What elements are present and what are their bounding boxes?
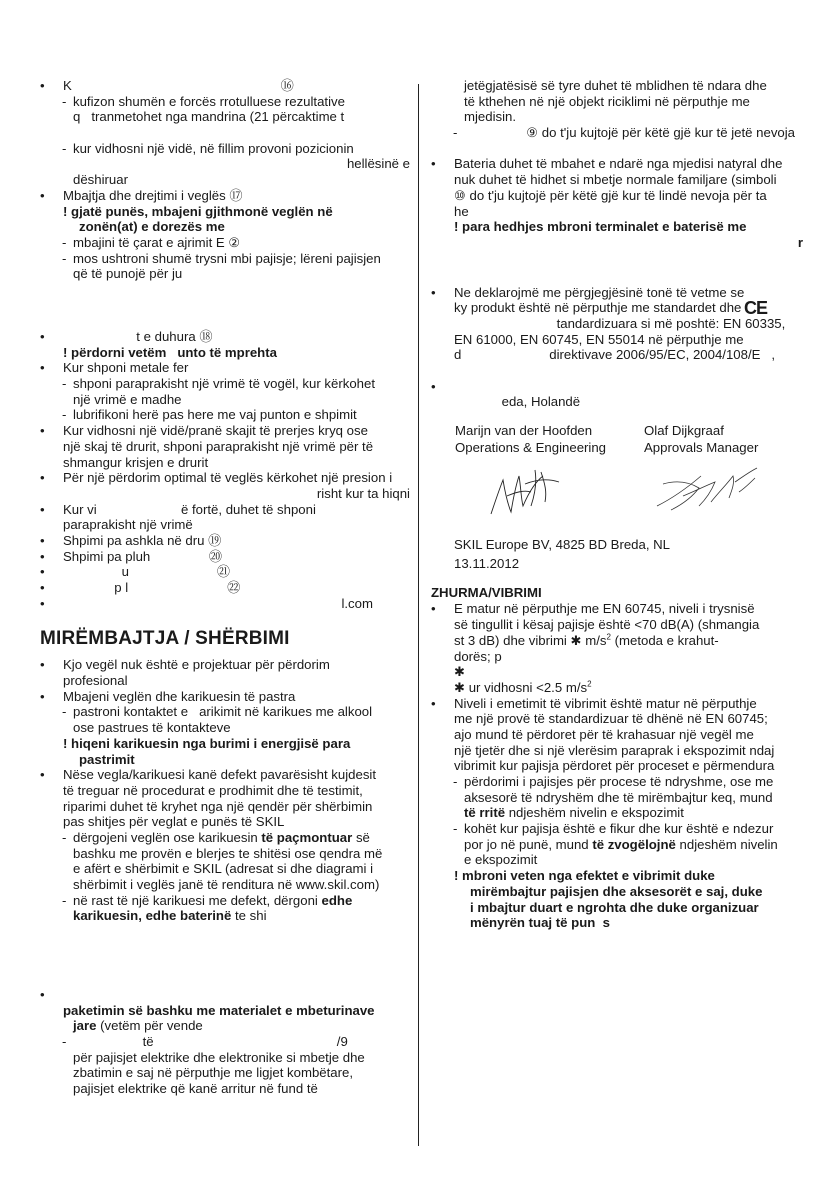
signatory-1-role: Operations & Engineering <box>455 440 607 456</box>
continuation-line <box>40 392 410 408</box>
line-text: shponi paraprakisht një vrimë të vogël, kur kërkohet <box>73 376 375 392</box>
line-text: ose pastrues të kontakteve <box>73 720 231 736</box>
line-text: ⑨ do t'ju kujtojë për këtë gjë kur të jetë nevoja <box>464 125 796 141</box>
continuation-line <box>431 347 803 363</box>
spacer <box>40 313 410 329</box>
continuation-line <box>431 78 803 94</box>
superscript: 2 <box>587 679 592 689</box>
line-text: pastroni kontaktet e arikimit në karikues me alkool <box>73 704 373 720</box>
bullet-item <box>431 696 803 712</box>
continuation-line <box>40 486 410 502</box>
text-part: së <box>352 829 370 845</box>
column-divider <box>418 84 419 1146</box>
line-text: q tranmetohet nga mandrina (21 përcaktime t <box>73 109 345 125</box>
line-text: Për një përdorim optimal të veglës kërkohet një presion i <box>63 470 393 486</box>
declaration-date: 13.11.2012 <box>454 555 520 571</box>
text-part: dërgojeni veglën ose karikuesin <box>73 829 262 845</box>
signature-2-image <box>653 462 763 518</box>
text-part: në rast të një karikuesi me defekt, dërgoni <box>73 892 322 908</box>
signatories <box>455 422 803 530</box>
emphasis-text: të paçmontuar <box>261 829 353 845</box>
line-text: që të punojë për ju <box>73 266 183 282</box>
continuation-line <box>431 235 803 251</box>
continuation-line <box>40 455 410 471</box>
line-text: Kur vi ë fortë, duhet të shponi <box>63 501 316 517</box>
continuation-line <box>40 1065 410 1081</box>
superscript: 2 <box>606 632 611 642</box>
line-text: dëshiruar <box>73 172 128 188</box>
bullet-item <box>40 596 410 612</box>
line-text: shërbimit i veglës janë të renditura në www.skil.com) <box>73 877 380 892</box>
emphasis-text: karikuesin, edhe baterinë <box>73 908 232 924</box>
line-text: E matur në përputhje me EN 60745, niveli i trysnisë <box>454 601 755 617</box>
signatory-1-name: Marijn van der Hoofden <box>455 423 593 439</box>
line-text: K ⑯ <box>63 78 294 93</box>
emphasis-text: të rritë <box>464 805 506 821</box>
dash-item <box>431 821 803 837</box>
continuation-line <box>431 790 803 806</box>
dash-item <box>40 407 410 423</box>
continuation-line <box>40 1050 410 1066</box>
bullet-item <box>40 502 410 518</box>
continuation-line <box>431 633 803 649</box>
text-part: (metoda e krahut- <box>610 632 719 648</box>
line-text: mbajini të çarat e ajrimit E ② <box>73 234 241 250</box>
line-text: zonën(at) e dorezës me <box>79 219 225 235</box>
continuation-line <box>40 846 410 862</box>
emphasis-text: të zvogëlojnë <box>592 836 676 852</box>
warning-line <box>431 915 803 931</box>
noise-section <box>431 601 803 930</box>
line-text: hellësinë e <box>346 156 410 172</box>
line-text: pastrimit <box>79 751 135 767</box>
line-text: të /9 <box>73 1033 348 1049</box>
dash-item <box>40 830 410 846</box>
line-text: e ekspozimit <box>464 852 538 868</box>
text-part: ndjeshëm nivelin <box>675 836 778 852</box>
text-part: st 3 dB) dhe vibrimi ✱ m/s <box>454 632 607 648</box>
line-text: dorës; p <box>454 648 502 664</box>
line-text: një tjetër dhe si një vlerësim paraprak i ekspozimit ndaj <box>454 742 775 758</box>
ce-mark: CE <box>744 298 768 318</box>
line-text: jetëgjatësisë së tyre duhet të mblidhen të ndara dhe <box>464 78 767 93</box>
dash-item <box>40 704 410 720</box>
spacer <box>40 940 410 956</box>
left-bottom-section <box>40 657 410 1096</box>
line-text: t e duhura ⑱ <box>63 329 213 344</box>
line-text: Kur shponi metale fer <box>63 360 189 376</box>
bullet-item <box>431 601 803 617</box>
spacer <box>40 125 410 141</box>
continuation-line <box>431 664 803 680</box>
bullet-item <box>40 987 410 1003</box>
continuation-line <box>431 758 803 774</box>
left-column <box>40 78 410 1097</box>
continuation-line <box>431 109 803 125</box>
continuation-line <box>431 680 803 696</box>
text-part: ✱ ur vidhosni <2.5 m/s <box>454 679 588 695</box>
line-text: pajisjet elektrike që kanë arritur në fund të <box>73 1080 318 1096</box>
warning-line <box>40 204 410 220</box>
warning-line <box>431 900 803 916</box>
continuation-line <box>40 439 410 455</box>
line-text: ! mbroni veten nga efektet e vibrimit duke <box>454 868 715 884</box>
line-text: Shpimi pa pluh ⑳ <box>63 548 223 564</box>
line-text: eda, Holandë <box>454 394 581 410</box>
warning-line <box>40 345 410 361</box>
dash-item <box>40 251 410 267</box>
bullet-item <box>40 533 410 549</box>
line-text: Mbajtja dhe drejtimi i veglës ⑰ <box>63 187 243 203</box>
line-text: me një provë të standardizuar të dhënë në EN 60745; <box>454 711 768 727</box>
continuation-line <box>40 1003 410 1019</box>
line-text: vibrimit kur pajisja përdoret për proceset e përmendura <box>454 758 775 774</box>
line-text: mos ushtroni shumë trysni mbi pajisje; lëreni pajisjen <box>73 250 381 266</box>
line-text: të kthehen në një objekt riciklimi në përputhje me <box>464 93 750 109</box>
spacer <box>40 282 410 298</box>
spacer <box>40 971 410 987</box>
line-text: EN 61000, EN 60745, EN 55014 në përputhje me <box>454 331 744 347</box>
continuation-line <box>431 188 803 204</box>
line-text: Ne deklarojmë me përgjegjësinë tonë të vetme se <box>454 284 745 300</box>
line-text: ajo mund të përdoret për të krahasuar një vegël me <box>454 726 754 742</box>
continuation-line <box>431 805 803 821</box>
emphasis-text: jare <box>73 1018 97 1034</box>
bullet-item <box>40 470 410 486</box>
dash-item <box>40 1034 410 1050</box>
continuation-line <box>40 783 410 799</box>
bullet-item <box>40 580 410 596</box>
maintenance-heading: MIRËMBAJTJA / SHËRBIMI <box>40 628 290 650</box>
dash-item <box>40 376 410 392</box>
spacer <box>40 924 410 940</box>
spacer <box>431 363 803 379</box>
emphasis-text: edhe <box>321 892 353 908</box>
signatory-2-role: Approvals Manager <box>644 440 759 456</box>
line-text: shmangur krisjen e drurit <box>63 454 209 470</box>
noise-heading: ZHURMA/VIBRIMI <box>431 585 542 601</box>
bullet-item <box>40 188 410 204</box>
line-text: mirëmbajtur pajisjen dhe aksesorët e saj, duke <box>470 883 763 899</box>
bullet-item <box>40 360 410 376</box>
line-text: një skaj të drurit, shponi paraprakisht një vrimë për të <box>63 438 374 454</box>
text-part: por jo në punë, mund <box>464 836 593 852</box>
spacer <box>431 141 803 157</box>
line-text: mjedisin. <box>464 109 517 125</box>
line-text: nuk duhet të hidhet si mbetje normale familjare (simboli <box>454 172 777 188</box>
line-text: paraprakisht një vrimë <box>63 517 193 533</box>
continuation-line <box>40 517 410 533</box>
line-text: he <box>454 203 469 219</box>
continuation-line <box>431 172 803 188</box>
line-text: mënyrën tuaj të pun s <box>470 915 610 931</box>
continuation-line <box>40 1018 410 1034</box>
line-text: r <box>797 234 803 250</box>
line-text: ky produkt është në përputhje me standardet dhe <box>454 300 742 316</box>
spacer <box>40 955 410 971</box>
line-text: së tingullit i kësaj pajisje është <70 dB(A) (shmangia <box>454 617 760 633</box>
line-text: profesional <box>63 673 128 689</box>
continuation-line <box>40 877 410 893</box>
continuation-line <box>40 172 410 188</box>
line-text: ! gjatë punës, mbajeni gjithmonë veglën në <box>63 203 333 219</box>
line-text: kur vidhosni një vidë, në fillim provoni pozicionin <box>73 140 354 156</box>
continuation-line <box>40 720 410 736</box>
line-text: pas shitjes për veglat e punës të SKIL <box>63 814 285 830</box>
line-text: l.com <box>63 595 373 611</box>
line-text: e afërt e shërbimit e SKIL (adresat si dhe diagrami i <box>73 861 374 877</box>
line-text: përdorimi i pajisjes për procese të ndryshme, ose me <box>464 774 774 789</box>
text-part: te shi <box>231 908 267 924</box>
dash-item <box>40 94 410 110</box>
warning-line <box>40 752 410 768</box>
continuation-line <box>431 727 803 743</box>
text-part: (vetëm për vende <box>96 1018 203 1034</box>
line-text: Kur vidhosni një vidë/pranë skajit të prerjes kryq ose <box>63 423 368 439</box>
continuation-line <box>431 711 803 727</box>
bullet-item <box>40 549 410 565</box>
right-column <box>431 78 803 931</box>
dash-item <box>431 774 803 790</box>
left-top-section <box>40 78 410 611</box>
line-text: Niveli i emetimit të vibrimit është matur në përputhje <box>454 695 757 711</box>
dash-item <box>40 141 410 157</box>
bullet-item <box>431 379 803 395</box>
continuation-line <box>40 266 410 282</box>
line-text: ✱ <box>454 664 466 680</box>
continuation-line <box>40 156 410 172</box>
line-text: ! para hedhjes mbroni terminalet e baterisë me <box>454 219 747 235</box>
line-text: Shpimi pa ashkla në dru ⑲ <box>63 532 222 548</box>
line-text: zbatimin e saj në përputhje me ligjet kombëtare, <box>73 1065 354 1081</box>
bullet-item <box>40 767 410 783</box>
bullet-item <box>40 689 410 705</box>
line-text: i mbajtur duart e ngrohta dhe duke organizuar <box>470 899 759 915</box>
line-text: të treguar në procedurat e prodhimit dhe të testimit, <box>63 782 363 798</box>
signature-1-image <box>485 462 565 522</box>
line-text: ! hiqeni karikuesin nga burimi i energjisë para <box>63 735 351 751</box>
continuation-line <box>431 649 803 665</box>
continuation-line <box>431 204 803 220</box>
line-text: bashku me provën e blerjes te shitësi ose qendra më <box>73 845 383 861</box>
continuation-line <box>431 394 803 410</box>
line-text: Mbajeni veglën dhe karikuesin të pastra <box>63 688 296 704</box>
continuation-line <box>40 799 410 815</box>
dash-item <box>40 235 410 251</box>
continuation-line <box>40 861 410 877</box>
continuation-line <box>40 1081 410 1097</box>
line-text: ! përdorni vetëm unto të mprehta <box>63 344 277 360</box>
line-text: lubrifikoni herë pas here me vaj punton e shpimit <box>73 407 357 423</box>
continuation-line <box>431 617 803 633</box>
continuation-line <box>40 109 410 125</box>
line-text: aksesorë të ndryshëm dhe të mirëmbajtur keq, mund <box>464 789 773 805</box>
line-text: u ㉑ <box>63 564 231 580</box>
continuation-line <box>431 743 803 759</box>
continuation-line <box>431 837 803 853</box>
warning-line <box>40 219 410 235</box>
line-text: d direktivave 2006/95/EC, 2004/108/E , <box>454 347 776 363</box>
continuation-line <box>431 332 803 348</box>
warning-line <box>431 884 803 900</box>
bullet-item <box>40 423 410 439</box>
text-part: ndjeshëm nivelin e ekspozimit <box>505 805 684 821</box>
line-text: për pajisjet elektrike dhe elektronike si mbetje dhe <box>73 1049 365 1065</box>
bullet-item <box>431 156 803 172</box>
line-text: riparimi duhet të kryhet nga një qendër për shërbimin <box>63 798 373 814</box>
dash-item <box>431 125 803 141</box>
line-text: risht kur ta hiqni <box>316 485 410 501</box>
line-text: tandardizuara si më poshtë: EN 60335, <box>454 315 786 331</box>
continuation-line <box>431 852 803 868</box>
continuation-line <box>40 908 410 924</box>
warning-line <box>40 736 410 752</box>
line-text: kufizon shumën e forcës rrotulluese rezultative <box>73 93 345 109</box>
bullet-item <box>40 657 410 673</box>
line-text: p l ㉒ <box>63 580 241 595</box>
dash-item <box>40 893 410 909</box>
bullet-item <box>40 78 410 94</box>
line-text: Nëse vegla/karikuesi kanë defekt pavarësisht kujdesit <box>63 767 377 783</box>
line-text: Bateria duhet të mbahet e ndarë nga mjedisi natyral dhe <box>454 156 783 172</box>
continuation-line <box>40 673 410 689</box>
warning-line <box>431 868 803 884</box>
spacer <box>40 298 410 314</box>
line-text: ⑩ do t'ju kujtojë për këtë gjë kur të lindë nevoja për ta <box>454 187 767 203</box>
line-text: paketimin së bashku me materialet e mbeturinave <box>63 1002 375 1018</box>
line-text: kohët kur pajisja është e fikur dhe kur është e ndezur <box>464 821 774 837</box>
line-text: Kjo vegël nuk është e projektuar për përdorim <box>63 657 330 673</box>
line-text: një vrimë e madhe <box>73 391 182 407</box>
right-top-section <box>431 78 803 251</box>
signatory-2-name: Olaf Dijkgraaf <box>644 423 724 439</box>
bullet-item <box>40 564 410 580</box>
continuation-line <box>431 94 803 110</box>
continuation-line <box>40 814 410 830</box>
bullet-item <box>40 329 410 345</box>
company-address: SKIL Europe BV, 4825 BD Breda, NL <box>454 537 671 553</box>
warning-line <box>431 219 803 235</box>
